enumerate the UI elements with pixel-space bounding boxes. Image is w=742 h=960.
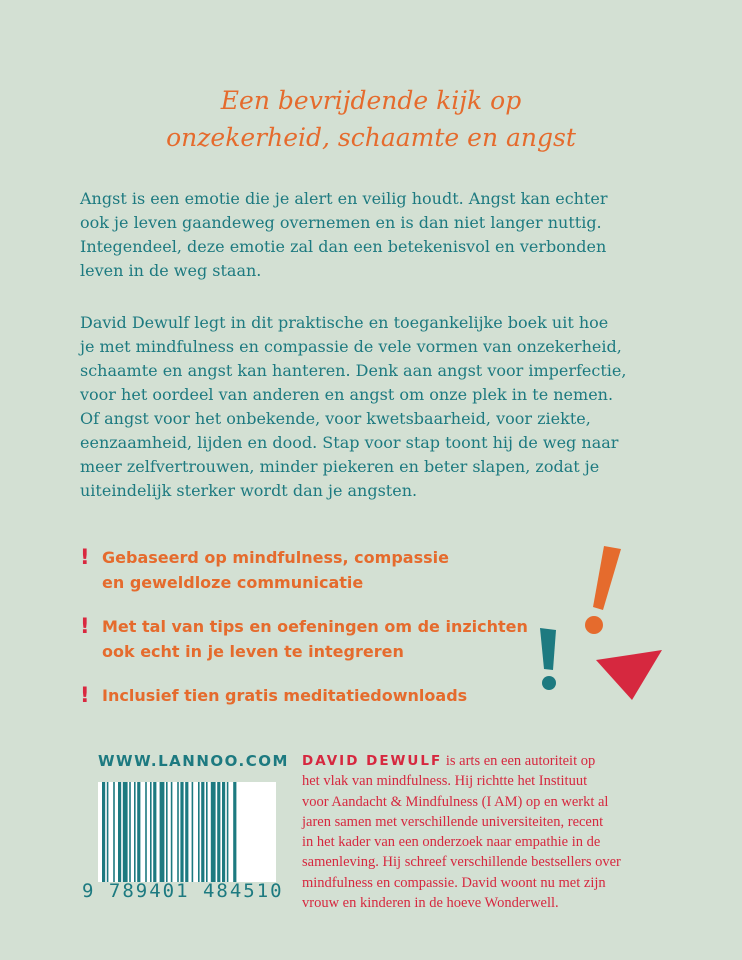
teal-exclamation-bar — [540, 628, 556, 670]
publisher-url: WWW.LANNOO.COM — [98, 752, 289, 770]
barcode-bar — [150, 782, 152, 882]
barcode-bar — [192, 782, 194, 882]
author-bio-line: vrouw en kinderen in de hoeve Wonderwell. — [302, 895, 559, 912]
barcode-bar — [102, 782, 105, 882]
barcode-icon — [98, 782, 276, 882]
text-line: uiteindelijk sterker wordt dan je angsten. — [80, 481, 418, 500]
bullet-line: Gebaseerd op mindfulness, compassie — [102, 548, 449, 567]
barcode-bar — [201, 782, 204, 882]
barcode-bar — [137, 782, 140, 882]
teal-exclamation-dot — [542, 676, 556, 690]
text-line: Angst is een emotie die je alert en veilig houdt. Angst kan echter — [80, 189, 608, 208]
text-line: David Dewulf legt in dit praktische en toegankelijke boek uit hoe — [80, 313, 609, 332]
author-bio-line: het vlak van mindfulness. Hij richtte het Instituut — [302, 773, 588, 790]
author-bio-line: voor Aandacht & Mindfulness (I AM) op en werkt al — [302, 793, 609, 810]
barcode-bar — [227, 782, 229, 882]
barcode-bar — [129, 782, 131, 882]
barcode-bar — [180, 782, 183, 882]
bullet-line: Inclusief tien gratis meditatiedownloads — [102, 686, 468, 705]
text-line: ook je leven gaandeweg overnemen en is dan niet langer nuttig. — [80, 213, 602, 232]
author-name: DAVID DEWULF — [302, 753, 443, 769]
bullet-line: ook echt in je leven te integreren — [102, 642, 404, 661]
orange-exclamation-bar — [593, 546, 621, 610]
exclamation-bullet-icon: ! — [80, 545, 90, 569]
author-bio — [302, 751, 702, 913]
barcode-bar — [211, 782, 216, 882]
text-line: meer zelfvertrouwen, minder piekeren en beter slapen, zodat je — [80, 457, 600, 476]
author-bio-line: jaren samen met verschillende universiteiten, recent — [302, 813, 604, 830]
barcode-bar — [217, 782, 220, 882]
barcode-bar — [177, 782, 179, 882]
text-line: voor het oordeel van anderen en angst om onze plek in te nemen. — [80, 385, 614, 404]
red-triangle-shape — [596, 650, 662, 700]
barcode-bar — [118, 782, 121, 882]
barcode-bar — [233, 782, 236, 882]
title-line: Een bevrijdende kijk op — [220, 86, 522, 115]
author-bio-line: mindfulness en compassie. David woont nu met zijn — [302, 874, 606, 891]
text-line: leven in de weg staan. — [80, 261, 262, 280]
barcode-bar — [185, 782, 188, 882]
bullet-line: en geweldloze communicatie — [102, 573, 364, 592]
barcode-bar — [145, 782, 147, 882]
author-bio-line: is arts en een autoriteit op — [442, 753, 596, 769]
barcode-bar — [198, 782, 200, 882]
exclamation-bullet-icon: ! — [80, 614, 90, 638]
orange-exclamation-dot — [585, 616, 603, 634]
exclamation-bullet-icon: ! — [80, 683, 90, 707]
text-line: eenzaamheid, lijden en dood. Stap voor stap toont hij de weg naar — [80, 433, 619, 452]
bullet-line: Met tal van tips en oefeningen om de inzichten — [102, 617, 528, 636]
text-line: Integendeel, deze emotie zal dan een betekenisvol en verbonden — [80, 237, 607, 256]
barcode-bar — [222, 782, 225, 882]
text-line: Of angst voor het onbekende, voor kwetsbaarheid, voor ziekte, — [80, 409, 591, 428]
barcode-bar — [153, 782, 156, 882]
text-line: schaamte en angst kan hanteren. Denk aan angst voor imperfectie, — [80, 361, 627, 380]
barcode-bar — [206, 782, 208, 882]
isbn-number: 9 789401 484510 — [82, 880, 284, 902]
author-bio-line: samenleving. Hij schreef verschillende bestsellers over — [302, 854, 621, 871]
barcode-bar — [123, 782, 128, 882]
barcode-bar — [134, 782, 136, 882]
text-line: je met mindfulness en compassie de vele vormen van onzekerheid, — [80, 337, 622, 356]
title-line: onzekerheid, schaamte en angst — [166, 123, 576, 152]
author-bio-line: in het kader van een onderzoek naar empathie in de — [302, 834, 601, 851]
barcode-bar — [107, 782, 109, 882]
barcode-bar — [171, 782, 173, 882]
barcode-bar — [160, 782, 165, 882]
barcode-bar — [166, 782, 168, 882]
barcode-bar — [113, 782, 115, 882]
